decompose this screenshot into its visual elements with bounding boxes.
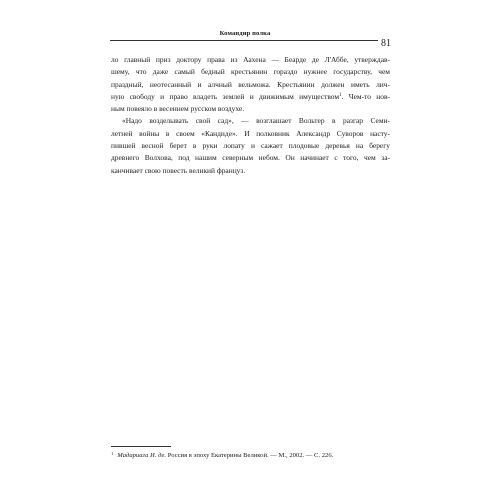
text-line: ным повеяло в весеннем русском воздухе.	[111, 104, 245, 114]
paragraph-1	[111, 54, 390, 115]
main-text	[111, 54, 390, 177]
footnote-text: Россия в эпоху Екатерины Великой. — М., 2002. — С. 226.	[166, 452, 334, 459]
paragraph-2	[111, 115, 390, 176]
footnote-author: Мадариага И. де.	[117, 452, 167, 459]
text-segment: ную свободу и право владеть землей и движимым имуществом	[111, 91, 340, 101]
footnote-mark: 1	[111, 451, 114, 456]
text-segment: . Чем-то нов-	[341, 91, 390, 101]
page-number: 81	[381, 38, 391, 49]
text-line: канчивает свою повесть великий француз.	[111, 165, 246, 175]
text-line: пившей весной берет в руки лопату и сажает плодовые деревья на берегу	[111, 141, 390, 151]
text-line: летней войны в своем «Кандиде». И полковник Александр Суворов насту-	[111, 128, 390, 138]
footnote-reference: 1	[339, 92, 342, 98]
text-line: ло главный приз доктору права из Аахена — Беарде де Л'Аббе, утверждав-	[111, 55, 390, 64]
running-title: Командир полка	[219, 30, 271, 37]
text-line: «Надо возделывать свой сад», — возглашает Вольтер в разгар Семи-	[122, 116, 390, 126]
header-rule	[110, 40, 378, 41]
text-line-with-footnote	[111, 91, 390, 103]
text-line: шему, что даже самый бедный крестьянин гораздо нужнее государству, чем	[111, 67, 390, 77]
footnote	[111, 451, 390, 459]
footnote-rule	[111, 446, 171, 447]
text-line: древнего Волхова, под нашим северным небом. Он начинает с того, чем за-	[111, 153, 390, 163]
text-line: праздный, неотесанный и алчный вельможа. Крестьянин должен иметь лич-	[111, 79, 390, 89]
